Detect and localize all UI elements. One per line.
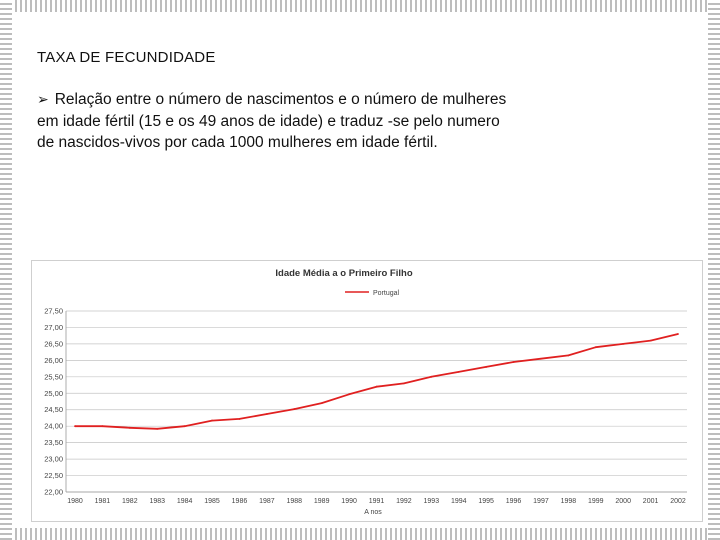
x-tick-label: 1999: [587, 498, 604, 505]
slide-border-bottom: [0, 528, 720, 540]
chart-container: [31, 260, 703, 522]
bullet-paragraph: [37, 89, 512, 153]
y-tick-label: 22,50: [44, 471, 63, 481]
data-point: [184, 425, 186, 427]
x-tick-label: 1980: [67, 498, 83, 505]
x-tick-label: 1984: [176, 498, 193, 505]
x-tick-label: 1997: [533, 498, 549, 505]
data-point: [348, 393, 350, 395]
arrowhead-bullet-icon: ➢: [37, 92, 49, 108]
x-tick-label: 1998: [560, 498, 577, 505]
data-point: [321, 402, 323, 404]
y-tick-label: 27,00: [44, 322, 63, 332]
y-tick-label: 26,00: [44, 355, 63, 365]
data-point: [485, 366, 487, 368]
data-point: [540, 358, 542, 360]
chart-title: Idade Média a o Primeiro Filho: [275, 268, 413, 279]
x-tick-label: 1992: [396, 498, 412, 505]
slide-border-left: [0, 0, 12, 540]
x-tick-label: 1993: [423, 498, 440, 505]
x-tick-label: 2002: [670, 498, 686, 505]
data-point: [430, 376, 432, 378]
data-point: [458, 371, 460, 373]
chart-legend: [345, 290, 400, 297]
data-point: [376, 386, 378, 388]
x-tick-label: 1996: [505, 498, 522, 505]
data-point: [403, 383, 405, 385]
x-tick-label: 1983: [149, 498, 166, 505]
y-tick-label: 25,00: [44, 388, 63, 398]
data-point: [239, 418, 241, 420]
x-tick-label: 1982: [122, 498, 138, 505]
line-chart: [32, 261, 704, 523]
x-tick-label: 1988: [286, 498, 303, 505]
x-tick-label: 1981: [94, 498, 111, 505]
data-point: [266, 413, 268, 415]
slide-border-right: [708, 0, 720, 540]
data-point: [102, 425, 104, 427]
data-point: [156, 428, 158, 430]
data-point: [622, 343, 624, 345]
data-point: [677, 333, 679, 335]
y-tick-label: 22,00: [44, 487, 63, 497]
x-tick-label: 1990: [341, 498, 357, 505]
y-tick-label: 23,50: [44, 438, 63, 448]
data-point: [129, 427, 131, 429]
x-tick-label: 1989: [313, 498, 330, 505]
y-tick-label: 25,50: [44, 372, 63, 382]
y-tick-label: 24,50: [44, 405, 63, 415]
legend-label-portugal: Portugal: [373, 290, 400, 297]
data-point: [211, 420, 213, 422]
x-axis-label: A nos: [364, 509, 382, 516]
slide-border-top: [0, 0, 720, 12]
x-tick-label: 1986: [231, 498, 248, 505]
bullet-text: Relação entre o número de nascimentos e o número de mulheres em idade fértil (15 e os 49 anos de idade) e traduz -se pelo numero de nascidos-vivos por cada 1000 mulheres em idade fértil.: [37, 91, 507, 151]
data-point: [293, 408, 295, 410]
x-tick-label: 1985: [204, 498, 220, 505]
data-point: [650, 340, 652, 342]
data-point: [595, 346, 597, 348]
x-tick-label: 1994: [450, 498, 467, 505]
x-tick-label: 1995: [478, 498, 494, 505]
y-tick-label: 27,50: [44, 306, 63, 316]
x-tick-label: 2000: [615, 498, 631, 505]
series-line-portugal: [75, 334, 678, 429]
y-tick-label: 26,50: [44, 339, 63, 349]
slide-title: TAXA DE FECUNDIDADE: [37, 49, 216, 66]
y-tick-label: 24,00: [44, 421, 63, 431]
x-tick-label: 2001: [642, 498, 659, 505]
x-tick-label: 1991: [368, 498, 385, 505]
data-point: [74, 425, 76, 427]
data-point: [513, 361, 515, 363]
data-point: [567, 355, 569, 357]
x-tick-label: 1987: [259, 498, 275, 505]
y-tick-label: 23,00: [44, 454, 63, 464]
